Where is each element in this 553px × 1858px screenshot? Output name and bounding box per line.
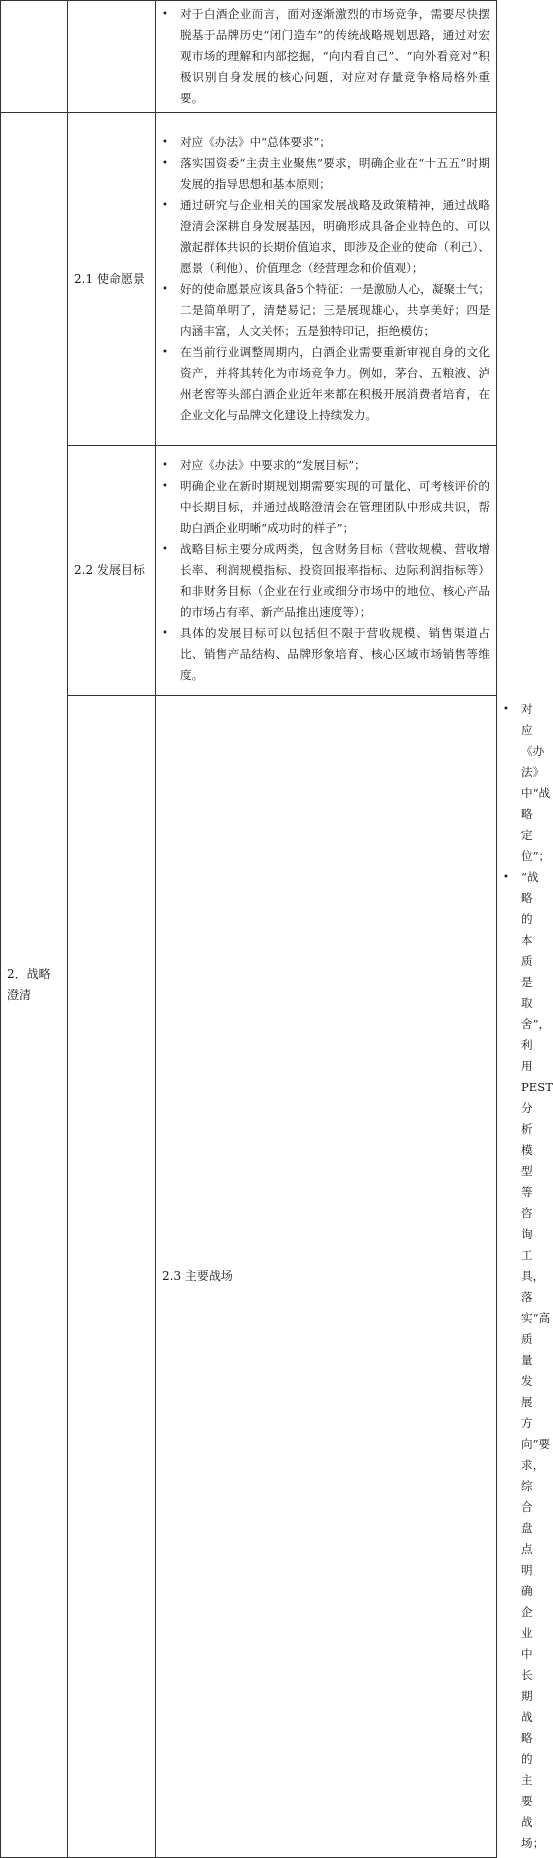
content-cell	[156, 113, 497, 446]
empty-cell	[68, 696, 156, 1858]
subsection-cell	[68, 446, 156, 696]
bullet-list: 对应《办法》中“战略定位”； “战略的本质是取舍”，利用PEST分析模型等咨询工具，落实“高质量发展方向”要求，综合盘点明确企业中长期战略的主要战场；	[521, 702, 553, 1850]
bullet-list	[156, 129, 496, 429]
empty-cell	[1, 1, 68, 113]
subsection-label: 2.1 使命愿景	[74, 271, 145, 286]
list-item: • 对应《办法》中“总体要求”；	[180, 132, 490, 153]
list-item: • 对于白酒企业而言，面对逐渐激烈的市场竞争，需要尽快摆脱基于品牌历史“闭门造车”的传统战略规划思路，通过对宏观市场的理解和内部挖掘，“向内看自己”、“向外看竞对”积极识别自身发展的核心问题，对应对存量竞争格局格外重要。	[180, 4, 490, 109]
list-item: • 战略目标主要分成两类，包含财务目标（营收规模、营收增长率、利润规模指标、投资回报率指标、边际利润指标等）和非财务目标（企业在行业或细分市场中的地位、核心产品的市场占有率、新产品推出速度等）；	[180, 539, 490, 623]
subsection-label: 2.2 发展目标	[74, 563, 145, 577]
list-item: • 明确企业在新时期规划期需要实现的可量化、可考核评价的中长期目标，并通过战略澄清会在管理团队中形成共识，帮助白酒企业明晰“成功时的样子”；	[180, 476, 490, 539]
list-item: • 具体的发展目标可以包括但不限于营收规模、销售渠道占比、销售产品结构、品牌形象培育、核心区域市场销售等维度。	[180, 623, 490, 686]
list-item: • 好的使命愿景应该具备5个特征：一是激励人心，凝聚士气；二是简单明了，清楚易记；三是展现雄心，共享美好；四是内涵丰富，人文关怀；五是独特印记，拒绝模仿；	[180, 279, 490, 342]
list-item: • 落实国资委“主责主业聚焦”要求，明确企业在“十五五”时期发展的指导思想和基本原则；	[180, 153, 490, 195]
list-item: • 对应《办法》中要求的“发展目标”；	[180, 455, 490, 476]
table-row	[1, 446, 497, 696]
table-row	[1, 1, 497, 113]
empty-cell	[68, 1, 156, 113]
section-cell	[1, 113, 68, 1858]
list-item: • 在当前行业调整周期内，白酒企业需要重新审视自身的文化资产，并将其转化为市场竞争力。例如，茅台、五粮液、泸州老窖等头部白酒企业近年来都在积极开展消费者培育，在企业文化与品牌文化建设上持续发力。	[180, 342, 490, 426]
bullet-list	[156, 1, 496, 112]
subsection-label: 2.3 主要战场	[162, 1269, 233, 1283]
table-row	[1, 113, 497, 446]
table-row	[1, 696, 497, 1858]
content-cell	[156, 446, 497, 696]
list-item: • 通过研究与企业相关的国家发展战略及政策精神，通过战略澄清会深耕自身发展基因，明确形成具备企业特色的、可以激起群体共识的长期价值追求，即涉及企业的使命（利己）、愿景（利他）、价值理念（经营理念和价值观）；	[180, 195, 490, 279]
subsection-cell	[68, 113, 156, 446]
subsection-cell	[156, 696, 497, 1858]
bullet-list	[156, 452, 496, 689]
content-cell	[156, 1, 497, 113]
section-label: 2．战略澄清	[7, 967, 51, 1002]
